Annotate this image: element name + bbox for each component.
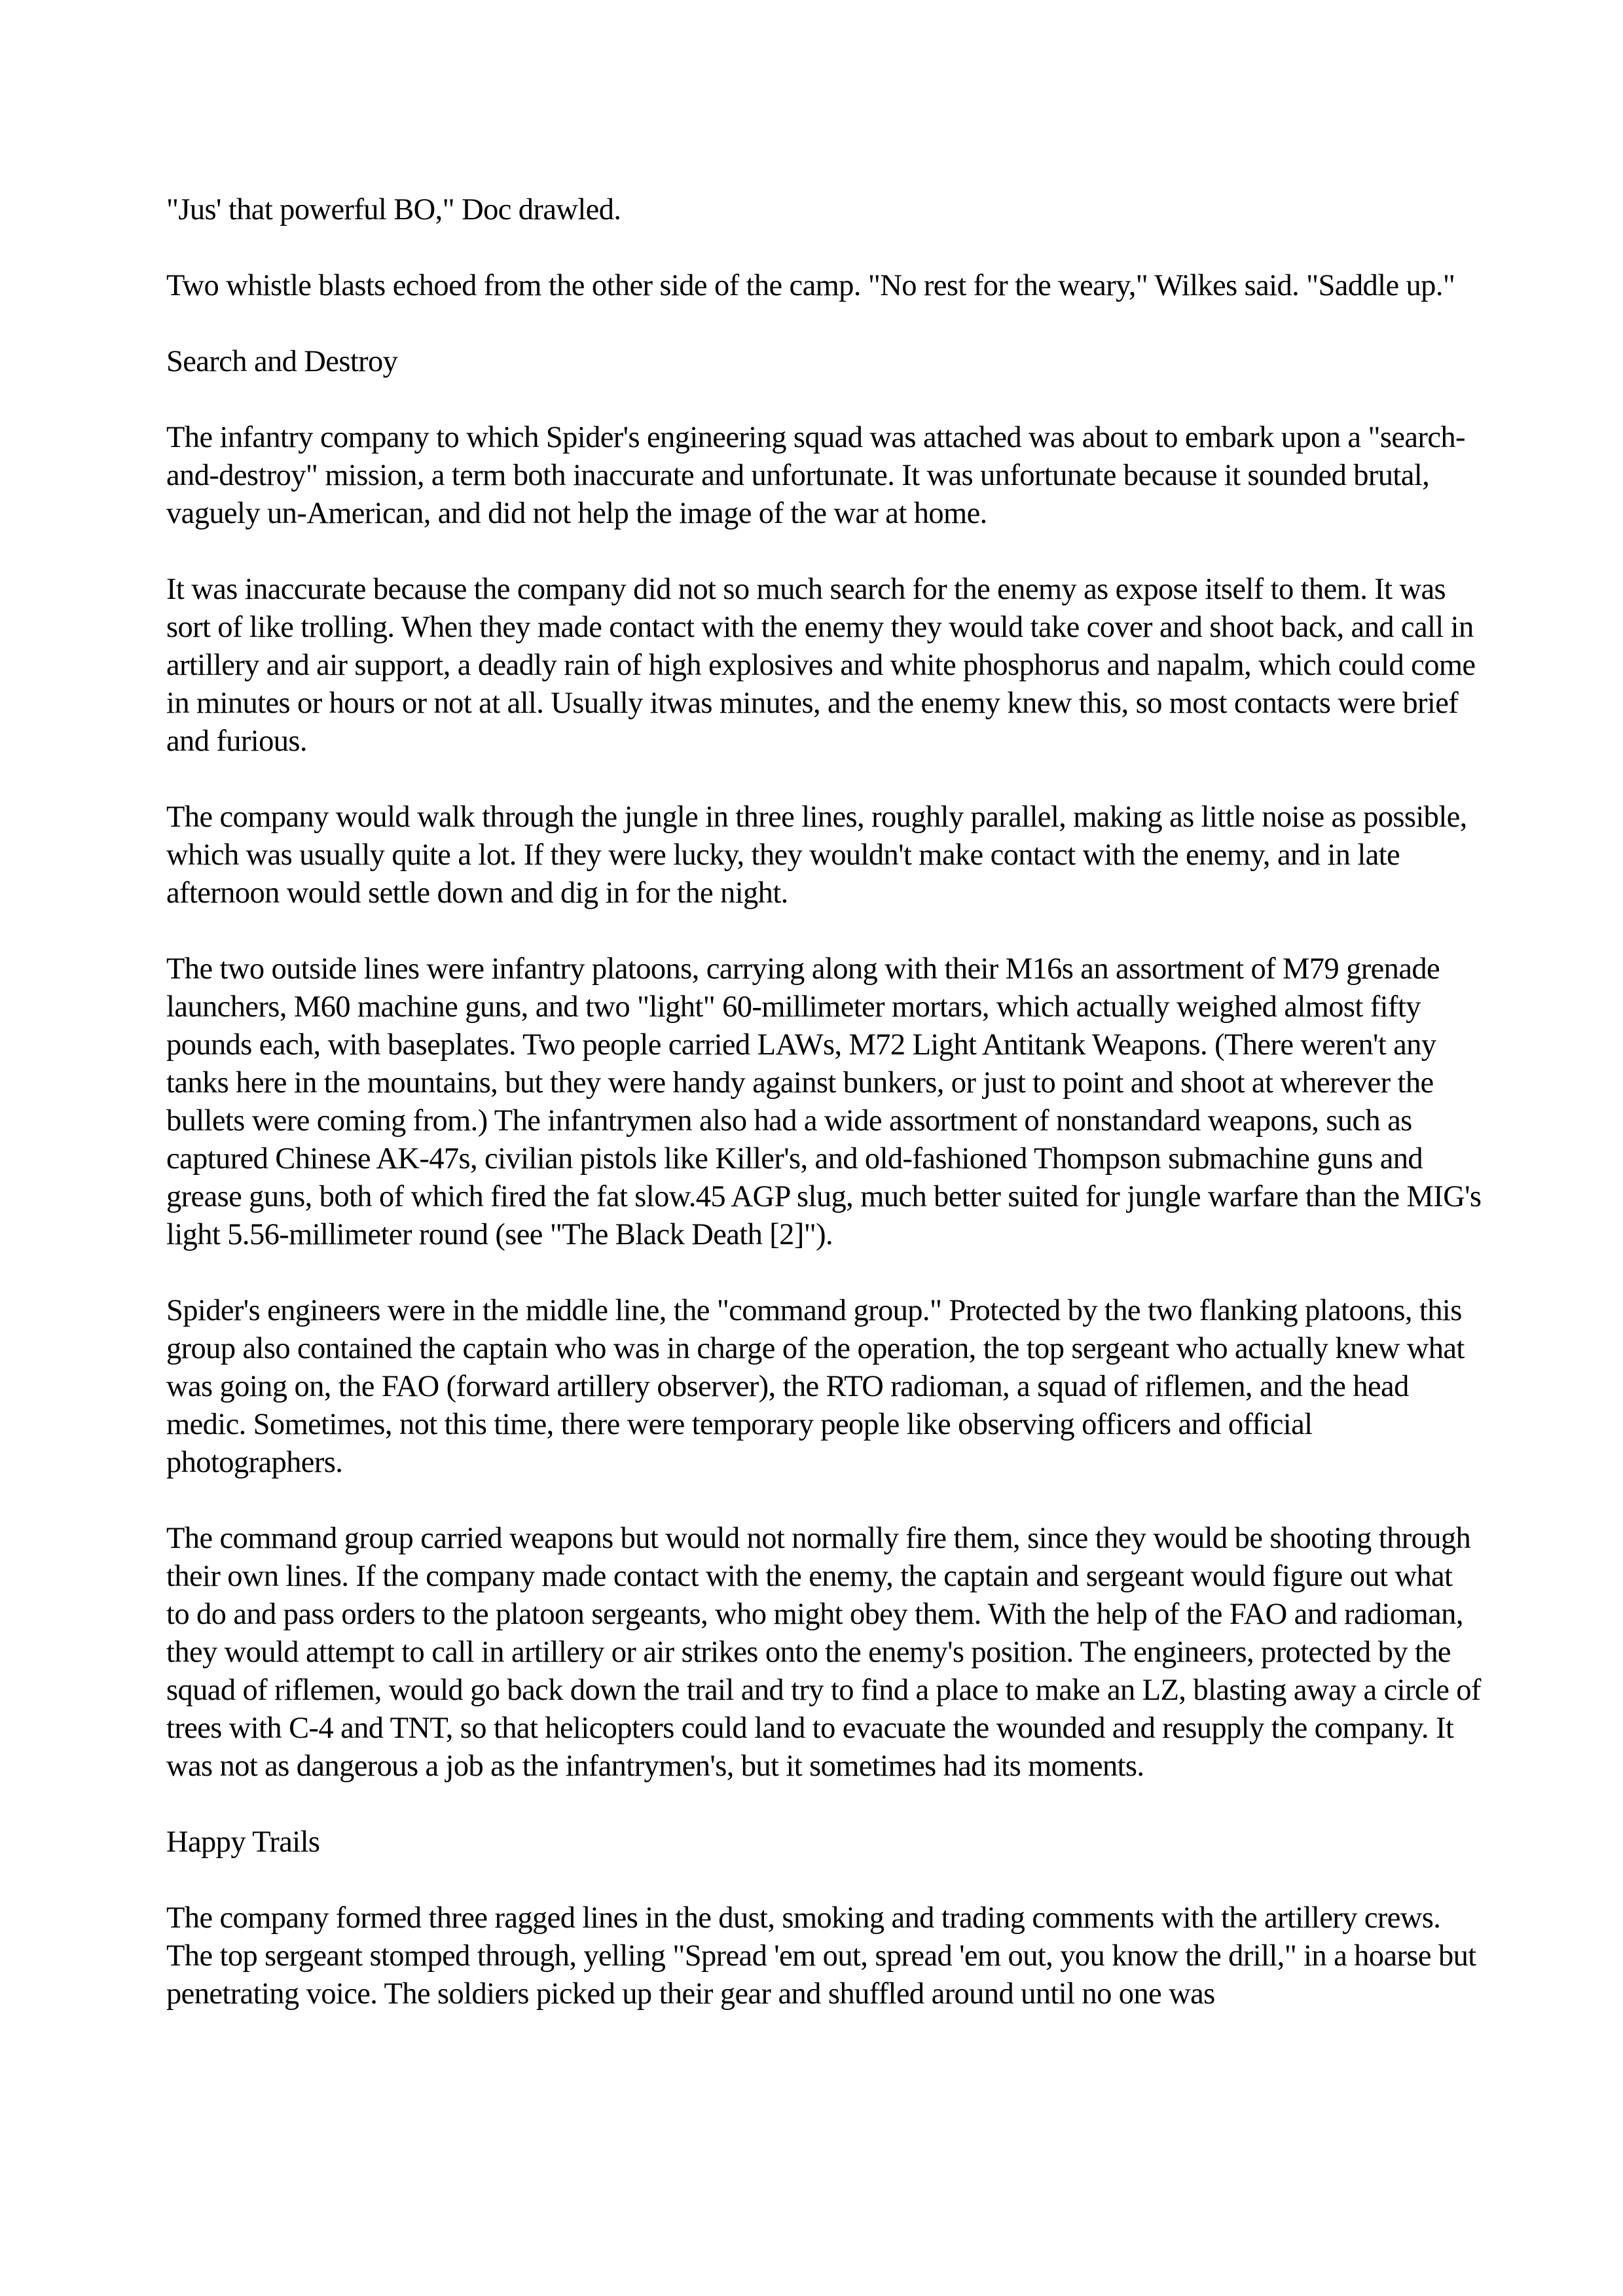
paragraph-whistle-blasts: Two whistle blasts echoed from the other side of the camp. "No rest for the weary," Wilkes said. "Saddle up." [166,269,1455,302]
paragraph-command-weapons: The command group carried weapons but would not normally fire them, since they would be shooting through their own lines. If the company made contact with the enemy, the captain and sergeant would figure out what to do and pass orders to the platoon sergeants, who might obey them. With the help of the FAO and radioman, they would attempt to call in artillery or air strikes onto the enemy's position. The engineers, protected by the squad of riflemen, would go back down the trail and try to find a place to make an LZ, blasting away a circle of trees with C-4 and TNT, so that helicopters could land to evacuate the wounded and resupply the company. It was not as dangerous a job as the infantrymen's, but it sometimes had its moments. [166,1522,1481,1783]
paragraph-inaccurate: It was inaccurate because the company did not so much search for the enemy as expose itself to them. It was sort of like trolling. When they made contact with the enemy they would take cover and shoot back, and call in artillery and air support, a deadly rain of high explosives and white phosphorus and napalm, which could come in minutes or hours or not at all. Usually itwas minutes, and the enemy knew this, so most contacts were brief and furious. [166,573,1476,758]
paragraph-outside-lines: The two outside lines were infantry platoons, carrying along with their M16s an assortment of M79 grenade launchers, M60 machine guns, and two "light" 60-millimeter mortars, which actually weighed almost fifty pounds each, with baseplates. Two people carried LAWs, M72 Light Antitank Weapons. (There weren't any tanks here in the mountains, but they were handy against bunkers, or just to point and shoot at wherever the bullets were coming from.) The infantrymen also had a wide assortment of nonstandard weapons, such as captured Chinese AK-47s, civilian pistols like Killer's, and old-fashioned Thompson submachine guns and grease guns, both of which fired the fat slow.45 AGP slug, much better suited for jungle warfare than the MIG's light 5.56-millimeter round (see "The Black Death [2]"). [166,952,1482,1251]
paragraph-ragged-lines: The company formed three ragged lines in the dust, smoking and trading comments with the artillery crews. The top sergeant stomped through, yelling "Spread 'em out, spread 'em out, you know the drill," in a hoarse but penetrating voice. The soldiers picked up their gear and shuffled around until no one was [166,1901,1476,2011]
paragraph-command-group: Spider's engineers were in the middle line, the "command group." Protected by the two flanking platoons, this group also contained the captain who was in charge of the operation, the top sergeant who actually knew what was going on, the FAO (forward artillery observer), the RTO radioman, a squad of riflemen, and the head medic. Sometimes, not this time, there were temporary people like observing officers and official photographers. [166,1294,1465,1479]
section-heading-search-and-destroy: Search and Destroy [166,345,398,378]
section-heading-happy-trails: Happy Trails [166,1825,320,1859]
paragraph-infantry-company: The infantry company to which Spider's engineering squad was attached was about to embark upon a "search-and-destroy" mission, a term both inaccurate and unfortunate. It was unfortunate because it sounded brutal, vaguely un-American, and did not help the image of the war at home. [166,421,1465,530]
paragraph-three-lines: The company would walk through the jungle in three lines, roughly parallel, making as little noise as possible, which was usually quite a lot. If they were lucky, they wouldn't make contact with the enemy, and in late afternoon would settle down and dig in for the night. [166,800,1467,910]
document-body [166,191,1482,2013]
paragraph-doc-drawled: "Jus' that powerful BO," Doc drawled. [166,193,621,226]
